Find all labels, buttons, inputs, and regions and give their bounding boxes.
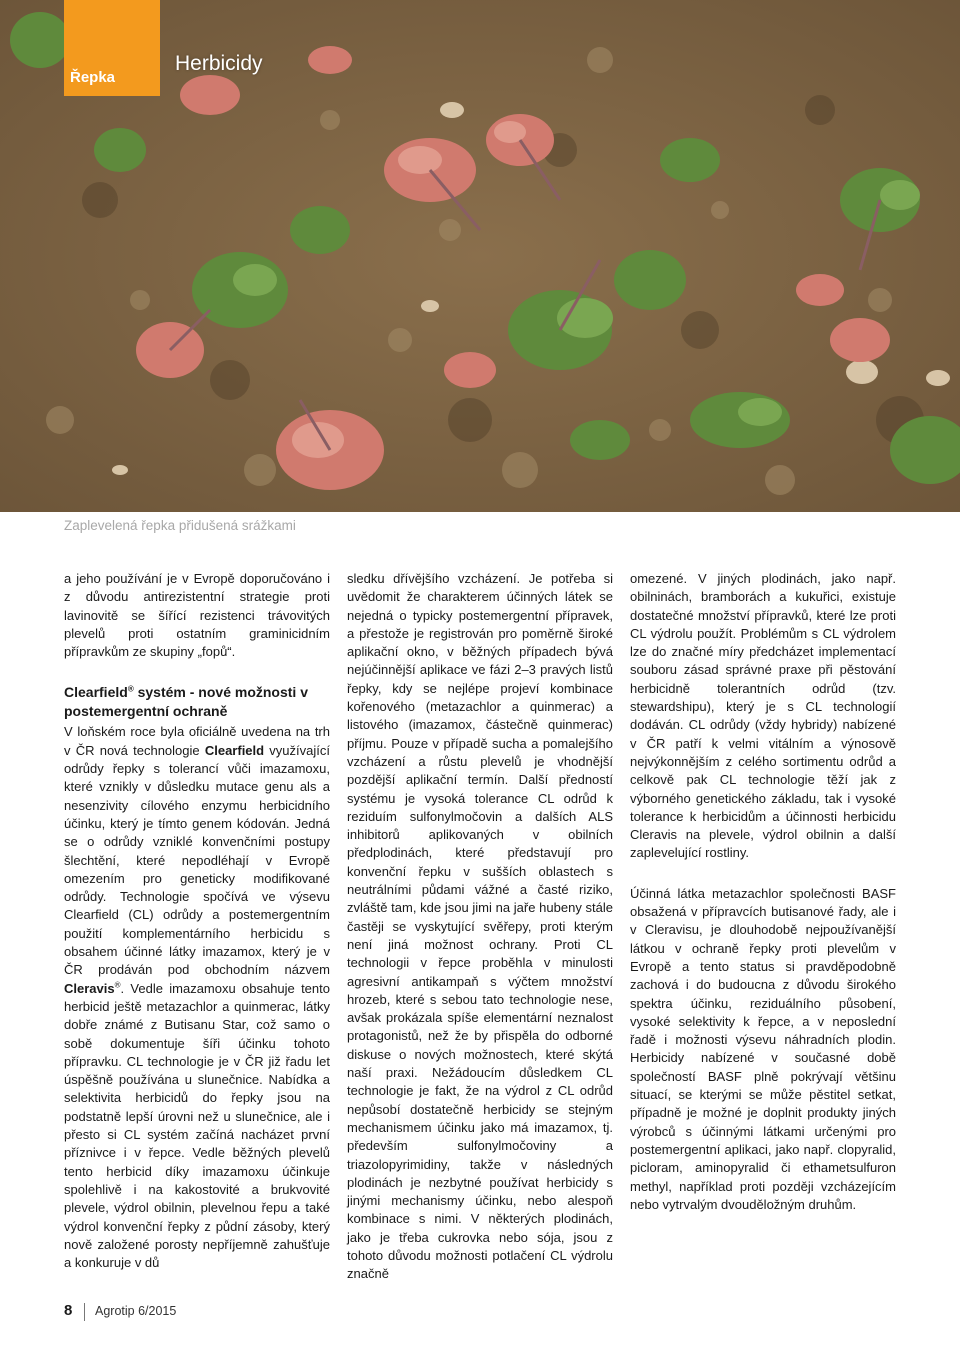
text-span: využívající odrůdy řepky s tolerancí vůči imazamoxu, které vznikly v důsledku mutace genu als a nesenzivity cílového enzymu herbicidního účinku, který je tímto genem kódován. Jedná se o odrůdy vzniklé konvenčními postupy šlechtění, které nepodléhají v Evropě omezením pro geneticky modifikované odrůdy. Technologie spočívá ve výsevu Clearfield (CL) odrůdy a postemergentním použití komplementárního herbicidu s obsahem účinné látky imazamox, který je v ČR prodáván pod obchodním názvem xyxy=(64,742,330,978)
category-label: Řepka xyxy=(70,69,116,86)
footer-divider xyxy=(84,1303,85,1321)
category-tag xyxy=(64,0,160,96)
section-title: Herbicidy xyxy=(175,52,263,75)
bold-term: Clearfield xyxy=(204,742,265,758)
text-span: . Vedle imazamoxu obsahuje tento herbicid ještě metazachlor a quinmerac, látky dobře známé z Butisanu Star, což samo o sobě dokumentuje šíři účinku tohoto přípravku. CL technologie je v ČR již řadu let úspěšně používána u slunečnice. Nabídka a selektivita herbicidů do řepky jsou na podstatně lepší úrovni než u slunečnice, ale i přesto si CL systém začíná nacházet první příznivce i v řepce. Vedle běžných plevelů tento herbicid díky imazamoxu účinkuje spolehlivě i na kakostovité a brukvovité plevele, výdrol obilnin, plevelnou řepu a také výdrol konvenční řepky z půdní zásoby, který nově založené porosty nepříjemně zahušťuje a konkuruje v dů xyxy=(64,980,330,1271)
bold-term: Cleravis xyxy=(64,980,115,996)
paragraph: Účinná látka metazachlor společnosti BASF obsažená v přípravcích butisanové řady, ale i v Cleravisu, je dlouhodobě nejpoužívanější látkou v ochraně řepky proti plevelům v Evropě a tento status si pravděpodobně zachová i do budoucna z důvodu širokého spektra účinku, reziduálního působení, vysoké selektivity k řepce, a v neposlední řadě i možnosti výsevu náhradních plodin. Herbicidy nabízené v současné době společností BASF plně pokrývají většinu situací, se kterými se může pěstitel setkat, případně je možné je doplnit produkty jiných výrobců s účinnými látkami určenými pro postemergentní aplikaci, jako např. clopyralid, picloram, aminopyralid či ethametsulfuron methyl, například proti později vzcházejícím nebo vytrvalým dvouděložným druhům. xyxy=(630,885,896,1212)
paragraph: a jeho používání je v Evropě doporučováno i z důvodu antirezistentní strategie proti lavinovitě se šířící rezistenci trávovitých plevelů proti ostatním graminicidním přípravkům ze skupiny „fopů“. xyxy=(64,571,330,660)
subhead-brand: Clearfield xyxy=(64,684,128,701)
subhead-text: systém - nové možnosti v postemergentní ochraně xyxy=(64,684,308,719)
paragraph: sledku dřívějšího vzcházení. Je potřeba si uvědomit že charakterem účinných látek se nejedná o typicky postemergentní přípravek, a přestože je registrován pro poměrně široké aplikační okno, v běžných případech bývá nejúčinnější aplikace ve fázi 2–3 pravých listů řepky, kdy se nejlépe projeví kombinace kořenového (metazachlor a quinmerac) a listového (imazamox, částečně quinmerac) příjmu. Pouze v případě sucha a pomalejšího vzcházení a růstu plevelů je vhodnější pozdější aplikační termín. Další předností systému je vysoká tolerance CL odrůd k reziduím sulfonylmočovin a dalších ALS inhibitorů aplikovaných v obilních předplodinách, které představují pro konvenční řepku v sušších oblastech s neutrálními půdami vážné a časté riziko, zvláště tam, kde jsou jimi na jaře hubeny stále častěji se vyskytující svěřepy, proti kterým není jiná možnost ochrany. Proti CL technologii v řepce proběhla v minulosti agresivní antikampaň s výčtem množství hrozeb, které s sebou tato technologie nese, avšak prokázala spíše elementární neznalost protagonistů, než že by přispěla do odborné diskuse o nových možnostech, které skýtá naší praxi. Nežádoucím důsledkem CL technologie je fakt, že na výdrol z CL odrůd nepůsobí dostatečně herbicidy se stejným mechanismem účinku jako má imazamox, tj. především sulfonylmočoviny a triazolopyrimidiny, takže v následných plodinách je nezbytné používat herbicidy s jinými mechanismy účinku, nebo alespoň kombinace s nimi. V některých plodinách, jako je třeba cukrovka nebo sója, jsou z tohoto důvodu možnosti potlačení CL výdrolu značně xyxy=(347,571,613,1282)
magazine-issue: Agrotip 6/2015 xyxy=(95,1304,177,1318)
article-subheading xyxy=(64,683,330,720)
text-column-1 xyxy=(64,570,330,1272)
paragraph xyxy=(64,723,330,1272)
text-span: V loňském roce byla oficiálně uvedena na trh v ČR nová technologie xyxy=(64,724,330,758)
photo-caption: Zaplevelená řepka přidušená srážkami xyxy=(64,518,296,533)
registered-mark: ® xyxy=(127,684,134,694)
paragraph: omezené. V jiných plodinách, jako např. obilninách, bramborách a kukuřici, existuje dostatečné množství přípravků, které lze proti CL výdrolu použít. Problémům s CL výdrolem lze do značné míry předcházet implementací souboru zásad správné praxe při pěstování herbicidně tolerantních odrůd (tzv. stewardshipu), který je s CL technologií dodáván. CL odrůdy (vždy hybridy) nabízené v ČR patří k velmi vitálním a výnosově nejvýkonnějším z celého sortimentu odrůd a celkově pak CL technologie těží jak z výborného genetického základu, tak i vysoké tolerance k herbicidům a účinnosti herbicidu Cleravis na plevele, výdrol obilnin a další zaplevelující rostliny. xyxy=(630,571,896,861)
text-column-3 xyxy=(630,570,896,1214)
registered-mark: ® xyxy=(114,980,121,990)
text-column-2 xyxy=(347,570,613,1284)
page-number: 8 xyxy=(64,1302,73,1319)
